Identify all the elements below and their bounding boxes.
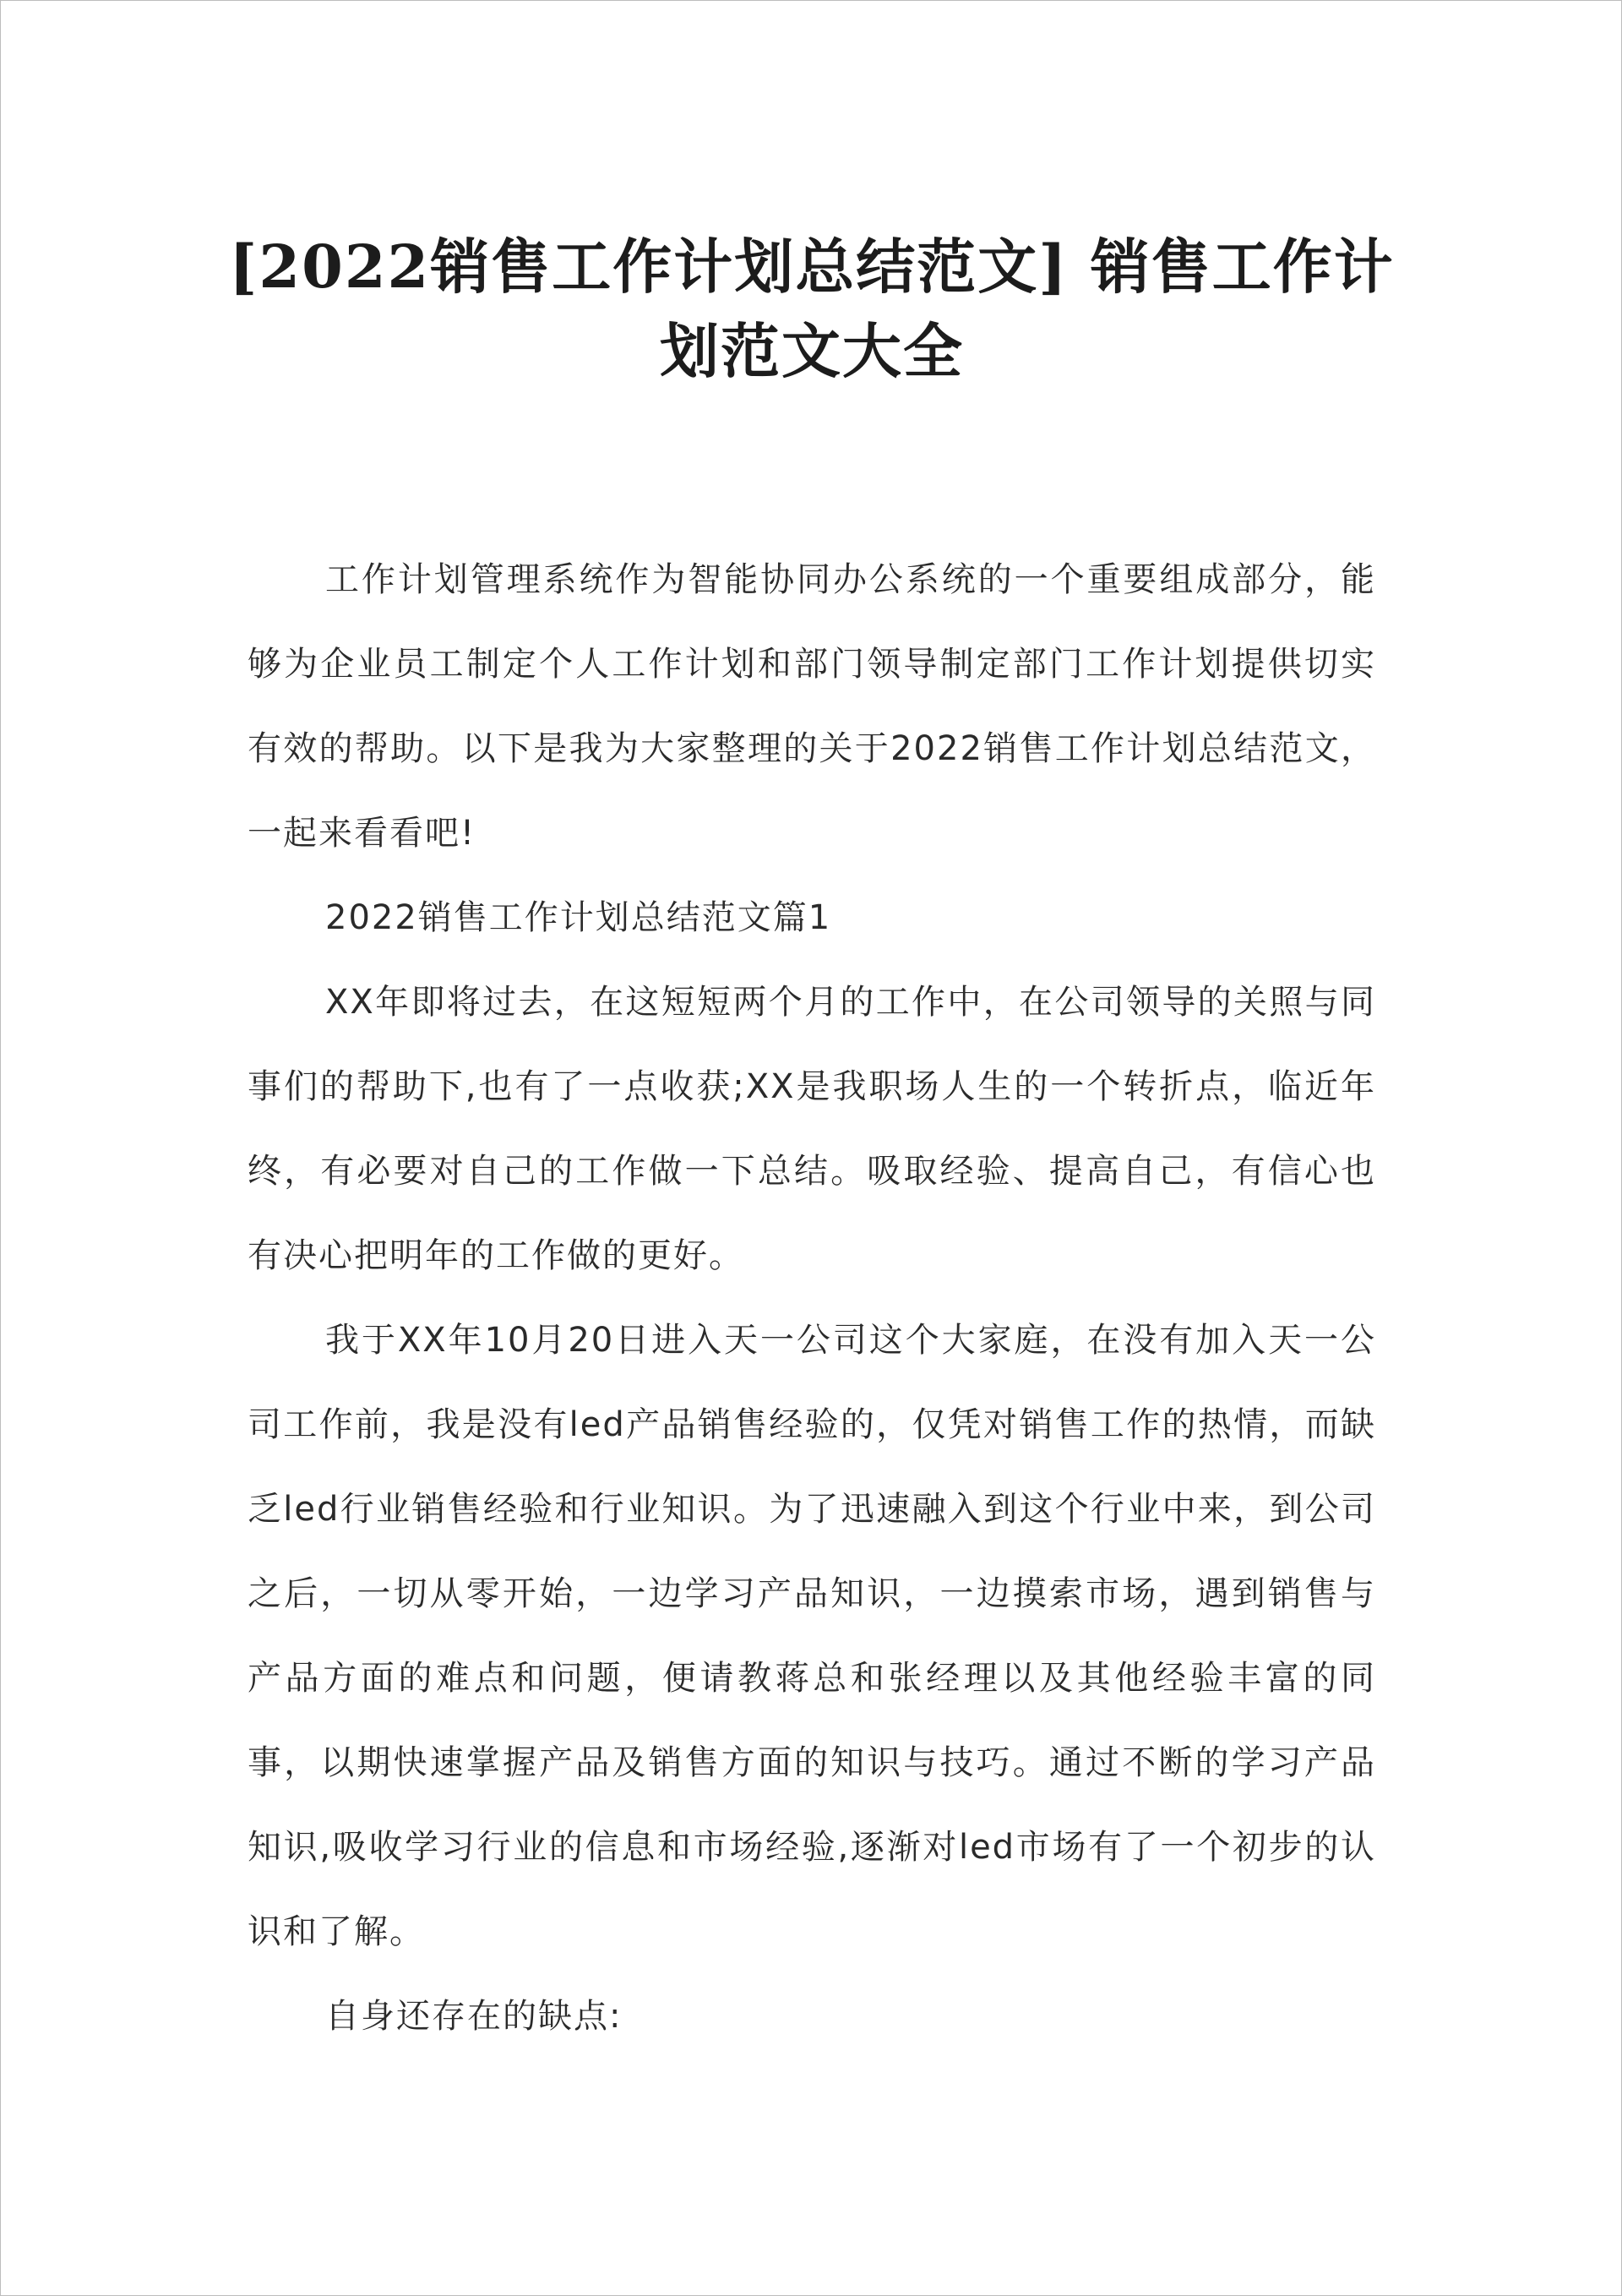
document-body xyxy=(248,537,1376,2059)
paragraph-joining-company: 我于XX年10月20日进入天一公司这个大家庭，在没有加入天一公司工作前，我是没有led产品销售经验的，仅凭对销售工作的热情，而缺乏led行业销售经验和行业知识。为了迅速融入到这个行业中来，到公司之后，一切从零开始，一边学习产品知识，一边摸索市场，遇到销售与产品方面的难点和问题，便请教蒋总和张经理以及其他经验丰富的同事，以期快速掌握产品及销售方面的知识与技巧。通过不断的学习产品知识,吸收学习行业的信息和市场经验,逐渐对led市场有了一个初步的认识和了解。 xyxy=(248,1321,1376,1951)
section-heading: 2022销售工作计划总结范文篇1 xyxy=(325,898,832,937)
title-line-2: 划范文大全 xyxy=(660,315,964,386)
paragraph-shortcomings: 自身还存在的缺点: xyxy=(325,1997,623,2036)
document-title xyxy=(187,225,1437,394)
paragraph-year-review: XX年即将过去，在这短短两个月的工作中，在公司领导的关照与同事们的帮助下,也有了一点收获;XX是我职场人生的一个转折点，临近年终，有必要对自己的工作做一下总结。吸取经验、提高自己，有信心也有决心把明年的工作做的更好。 xyxy=(248,983,1376,1275)
paragraph-intro: 工作计划管理系统作为智能协同办公系统的一个重要组成部分，能够为企业员工制定个人工作计划和部门领导制定部门工作计划提供切实有效的帮助。以下是我为大家整理的关于2022销售工作计划总结范文，一起来看看吧! xyxy=(248,560,1376,853)
title-line-1: [2022销售工作计划总结范文] 销售工作计 xyxy=(229,231,1395,302)
